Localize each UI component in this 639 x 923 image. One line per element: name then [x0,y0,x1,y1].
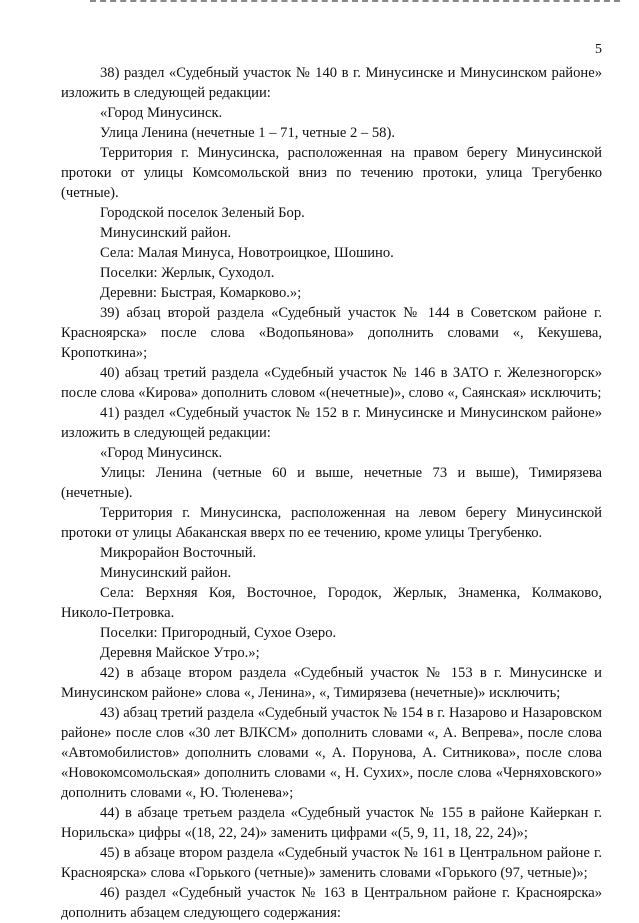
paragraph: 41) раздел «Судебный участок № 152 в г. Минусинске и Минусинском районе» изложить в следующей редакции: [61,405,602,441]
paragraph: Села: Малая Минуса, Новотроицкое, Шошино. [100,245,394,261]
paragraph: Деревни: Быстрая, Комарково.»; [100,285,302,301]
page-number: 5 [595,42,602,57]
paragraph: Улица Ленина (нечетные 1 – 71, четные 2 – 58). [100,125,395,141]
paragraph: Улицы: Ленина (четные 60 и выше, нечетные 73 и выше), Тимирязева (нечетные). [61,465,602,501]
paragraph: 39) абзац второй раздела «Судебный участок № 144 в Советском районе г. Красноярска» после слова «Водопьянова» дополнить словами «, Кекушева, Кропоткина»; [61,305,602,361]
paragraph: Городской поселок Зеленый Бор. [100,205,305,221]
paragraph: Села: Верхняя Коя, Восточное, Городок, Жерлык, Знаменка, Колмаково, Николо-Петровка. [61,585,602,621]
paragraph: «Город Минусинск. [100,445,223,461]
paragraph: 43) абзац третий раздела «Судебный участок № 154 в г. Назарово и Назаровском районе» после слов «30 лет ВЛКСМ» дополнить словами «, А. Вепрева», после слова «Автомобилистов» дополнить словами «, А. Порунова, А. Ситникова», после слова «Новокомсомольская» дополнить словами «, Н. Сухих», после слова «Черняховского» дополнить словами «, Ю. Тюленева»; [61,705,602,801]
paragraph: 38) раздел «Судебный участок № 140 в г. Минусинске и Минусинском районе» изложить в следующей редакции: [61,65,602,101]
paragraph: Поселки: Пригородный, Сухое Озеро. [100,625,337,641]
paragraph: Поселки: Жерлык, Суходол. [100,265,275,281]
paragraph: 42) в абзаце втором раздела «Судебный участок № 153 в г. Минусинске и Минусинском районе» слова «, Ленина», «, Тимирязева (нечетные)» исключить; [61,665,602,701]
paragraph: «Город Минусинск. [100,105,223,121]
paragraph: Территория г. Минусинска, расположенная на левом берегу Минусинской протоки от улицы Абаканская вверх по ее течению, кроме улицы Трегубенко. [61,505,602,541]
paragraph: 40) абзац третий раздела «Судебный участок № 146 в ЗАТО г. Железногорск» после слова «Кирова» дополнить словом «(нечетные)», слово «, Саянская» исключить; [61,365,602,401]
paragraph: 44) в абзаце третьем раздела «Судебный участок № 155 в районе Кайеркан г. Норильска» цифры «(18, 22, 24)» заменить цифрами «(5, 9, 11, 18, 22, 24)»; [61,805,602,841]
top-border-rule [90,0,620,7]
paragraph: Минусинский район. [100,565,232,581]
paragraph: Деревня Майское Утро.»; [100,645,260,661]
paragraph: Территория г. Минусинска, расположенная на правом берегу Минусинской протоки от улицы Комсомольской вниз по течению протоки, улица Трегубенко (четные). [61,145,602,201]
paragraph: 46) раздел «Судебный участок № 163 в Центральном районе г. Красноярска» дополнить абзацем следующего содержания: [61,885,602,921]
document-body [61,63,602,923]
paragraph: Минусинский район. [100,225,232,241]
paragraph: 45) в абзаце втором раздела «Судебный участок № 161 в Центральном районе г. Красноярска» слова «Горького (четные)» заменить словами «Горького (97, четные)»; [61,845,602,881]
paragraph: Микрорайон Восточный. [100,545,257,561]
